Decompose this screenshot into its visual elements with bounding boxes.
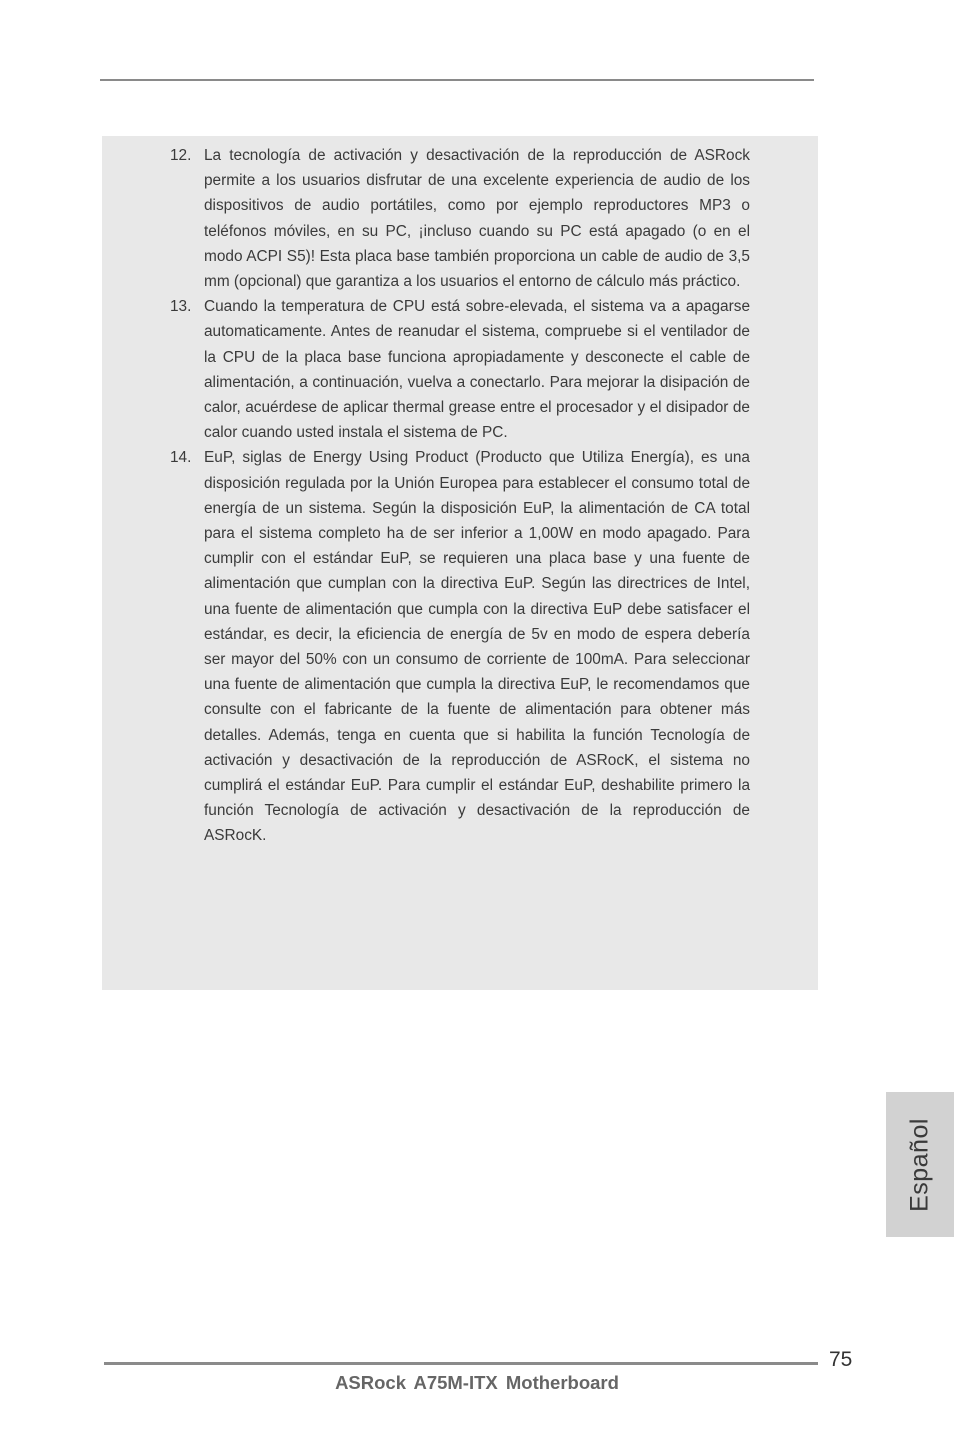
item-number: 12.	[170, 147, 192, 164]
language-tab	[886, 1092, 954, 1237]
item-text: La tecnología de activación y desactivación de la reproducción de ASRock permite a los usuarios disfrutar de una excelente experiencia de audio de los dispositivos de audio portátiles, como por ejemplo reproductores MP3 o teléfonos móviles, en su PC, ¡incluso cuando su PC está apagado (o en el modo ACPI S5)! Esta placa base también proporciona un cable de audio de 3,5 mm (opcional) que garantiza a los usuarios el entorno de cálculo más práctico.	[204, 147, 750, 291]
footer-rule	[104, 1362, 818, 1365]
page-number: 75	[829, 1348, 853, 1371]
item-number: 13.	[170, 298, 192, 316]
list-item	[170, 294, 750, 445]
list-item	[170, 445, 750, 848]
footer-title: ASRock A75M-ITX Motherboard	[335, 1372, 619, 1393]
language-tab-label: Español	[905, 1117, 934, 1212]
item-text: Cuando la temperatura de CPU está sobre-elevada, el sistema va a apagarse automaticamente. Antes de reanudar el sistema, compruebe si el ventilador de la CPU de la placa base funciona apropiadamente y desconecte el cable de alimentación, a continuación, vuelva a conectarlo. Para mejorar la disipación de calor, acuérdese de aplicar thermal grease entre el procesador y el disipador de calor cuando usted instala el sistema de PC.	[204, 298, 750, 442]
list-item	[170, 143, 750, 294]
item-number: 14.	[170, 449, 192, 467]
item-text: EuP, siglas de Energy Using Product (Producto que Utiliza Energía), es una disposición regulada por la Unión Europea para establecer el consumo total de energía de un sistema. Según la disposición EuP, la alimentación de CA total para el sistema completo ha de ser inferior a 1,00W en modo apagado. Para cumplir con el estándar EuP, se requieren una placa base y una fuente de alimentación que cumplan con la directiva EuP. Según las directrices de Intel, una fuente de alimentación que cumpla con la directiva EuP debe satisfacer el estándar, es decir, la eficiencia de energía de 5v en modo de espera debería ser mayor del 50% con un consumo de corriente de 100mA. Para seleccionar una fuente de alimentación que cumpla la directiva EuP, le recomendamos que consulte con el fabricante de la fuente de alimentación para obtener más detalles. Además, tenga en cuenta que si habilita la función Tecnología de activación y desactivación de la reproducción de ASRocK, el sistema no cumplirá el estándar EuP. Para cumplir el estándar EuP, deshabilite primero la función Tecnología de activación y desactivación de la reproducción de ASRocK.	[204, 449, 750, 845]
header-rule	[100, 79, 814, 81]
notes-list	[170, 143, 750, 849]
